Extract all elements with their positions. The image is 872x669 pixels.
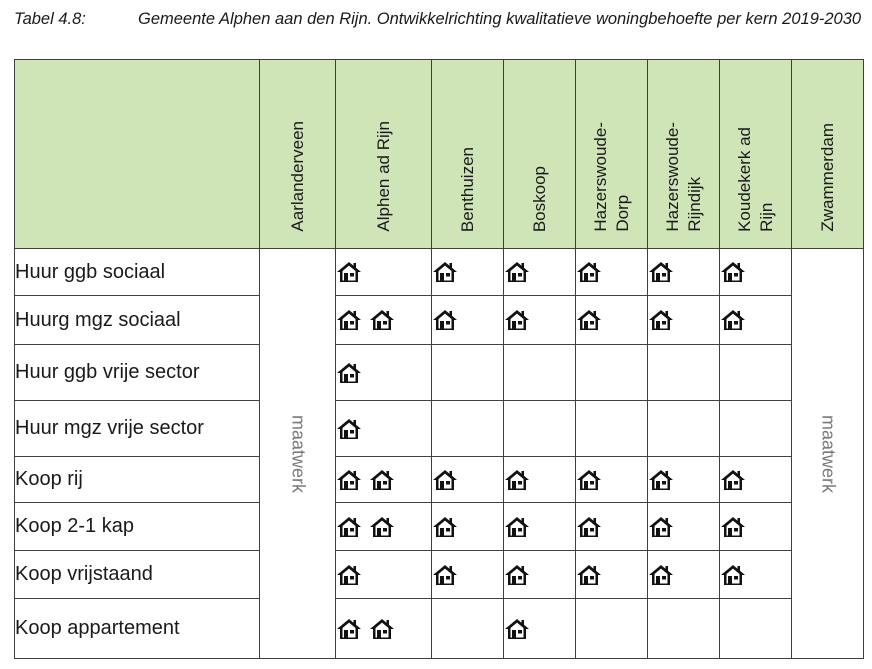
matrix-cell <box>504 551 576 599</box>
matrix-cell <box>648 503 720 551</box>
matrix-cell <box>336 551 432 599</box>
house-icon <box>336 618 362 640</box>
house-icon <box>504 516 530 538</box>
maatwerk-label: maatwerk <box>818 414 838 493</box>
row-label: Koop 2-1 kap <box>15 503 260 551</box>
matrix-cell <box>720 249 792 296</box>
matrix-cell <box>576 551 648 599</box>
table-row <box>15 457 864 503</box>
house-icon <box>336 469 362 491</box>
house-icon <box>720 309 746 331</box>
house-icon <box>720 261 746 283</box>
house-icon <box>720 469 746 491</box>
matrix-cell <box>336 503 432 551</box>
matrix-cell <box>432 345 504 401</box>
matrix-cell <box>720 296 792 345</box>
house-icon <box>336 362 362 384</box>
maatwerk-label: maatwerk <box>288 414 308 493</box>
house-icon <box>432 309 458 331</box>
table-row <box>15 345 864 401</box>
column-header-label: Boskoop <box>529 165 549 232</box>
matrix-cell <box>648 457 720 503</box>
house-icon <box>504 469 530 491</box>
matrix-cell <box>576 599 648 659</box>
matrix-cell <box>648 401 720 457</box>
matrix-cell <box>576 249 648 296</box>
house-icon <box>369 309 395 331</box>
matrix-cell <box>648 599 720 659</box>
house-icon <box>336 516 362 538</box>
column-header <box>720 60 792 249</box>
column-header <box>504 60 576 249</box>
column-header-label: Hazerswoude- Dorp <box>590 122 632 232</box>
house-icon <box>576 564 602 586</box>
house-icon <box>369 618 395 640</box>
house-icon <box>720 516 746 538</box>
matrix-cell <box>720 457 792 503</box>
row-label: Huurg mgz sociaal <box>15 296 260 345</box>
matrix-cell <box>432 457 504 503</box>
matrix-cell <box>576 296 648 345</box>
column-header-label: Benthuizen <box>457 146 477 232</box>
column-header-label: Aarlanderveen <box>287 121 307 232</box>
house-icon <box>336 309 362 331</box>
matrix-cell <box>504 503 576 551</box>
matrix-cell <box>648 345 720 401</box>
column-header <box>336 60 432 249</box>
header-row <box>15 60 864 249</box>
house-icon <box>648 516 674 538</box>
caption-text: Gemeente Alphen aan den Rijn. Ontwikkelrichting kwalitatieve woningbehoefte per kern 2019-2030 <box>138 10 862 28</box>
house-icon <box>576 469 602 491</box>
house-icon <box>432 564 458 586</box>
matrix-cell <box>432 401 504 457</box>
matrix-cell <box>504 599 576 659</box>
matrix-cell <box>336 401 432 457</box>
row-label: Koop vrijstaand <box>15 551 260 599</box>
house-icon <box>576 309 602 331</box>
column-header-label: Koudekerk ad Rijn <box>734 127 776 232</box>
matrix-cell <box>336 249 432 296</box>
housing-need-table <box>14 59 864 659</box>
matrix-cell <box>504 296 576 345</box>
matrix-cell <box>720 551 792 599</box>
column-header <box>648 60 720 249</box>
house-icon <box>648 564 674 586</box>
matrix-cell <box>432 551 504 599</box>
matrix-cell <box>720 401 792 457</box>
house-icon <box>576 516 602 538</box>
column-header <box>260 60 336 249</box>
maatwerk-cell <box>260 249 336 659</box>
caption-label: Tabel 4.8: <box>14 10 86 28</box>
matrix-cell <box>720 345 792 401</box>
house-icon <box>504 261 530 283</box>
house-icon <box>648 261 674 283</box>
column-header-label: Alphen ad Rijn <box>373 121 393 232</box>
row-label: Huur ggb vrije sector <box>15 345 260 401</box>
column-header <box>576 60 648 249</box>
matrix-cell <box>720 503 792 551</box>
matrix-cell <box>648 551 720 599</box>
column-header <box>432 60 504 249</box>
house-icon <box>336 261 362 283</box>
matrix-cell <box>504 345 576 401</box>
header-corner <box>15 60 260 249</box>
row-label: Koop appartement <box>15 599 260 659</box>
house-icon <box>432 261 458 283</box>
maatwerk-cell <box>792 249 864 659</box>
table-row <box>15 249 864 296</box>
matrix-cell <box>504 457 576 503</box>
house-icon <box>369 516 395 538</box>
house-icon <box>504 564 530 586</box>
row-label: Huur ggb sociaal <box>15 249 260 296</box>
column-header-label: Zwammerdam <box>817 123 837 232</box>
matrix-cell <box>576 401 648 457</box>
matrix-cell <box>720 599 792 659</box>
matrix-cell <box>432 503 504 551</box>
matrix-cell <box>648 249 720 296</box>
table-row <box>15 551 864 599</box>
table-row <box>15 401 864 457</box>
matrix-cell <box>576 457 648 503</box>
row-label: Huur mgz vrije sector <box>15 401 260 457</box>
column-header <box>792 60 864 249</box>
house-icon <box>369 469 395 491</box>
house-icon <box>432 469 458 491</box>
matrix-cell <box>432 599 504 659</box>
matrix-cell <box>576 503 648 551</box>
house-icon <box>648 309 674 331</box>
matrix-cell <box>504 401 576 457</box>
house-icon <box>720 564 746 586</box>
matrix-cell <box>432 296 504 345</box>
matrix-cell <box>504 249 576 296</box>
matrix-cell <box>648 296 720 345</box>
house-icon <box>432 516 458 538</box>
table-row <box>15 296 864 345</box>
matrix-cell <box>336 599 432 659</box>
table-row <box>15 599 864 659</box>
house-icon <box>576 261 602 283</box>
house-icon <box>648 469 674 491</box>
house-icon <box>504 309 530 331</box>
matrix-cell <box>432 249 504 296</box>
row-label: Koop rij <box>15 457 260 503</box>
matrix-cell <box>336 345 432 401</box>
matrix-cell <box>336 296 432 345</box>
table-row <box>15 503 864 551</box>
house-icon <box>336 418 362 440</box>
matrix-cell <box>336 457 432 503</box>
house-icon <box>504 618 530 640</box>
matrix-cell <box>576 345 648 401</box>
column-header-label: Hazerswoude- Rijndijk <box>662 122 704 232</box>
house-icon <box>336 564 362 586</box>
